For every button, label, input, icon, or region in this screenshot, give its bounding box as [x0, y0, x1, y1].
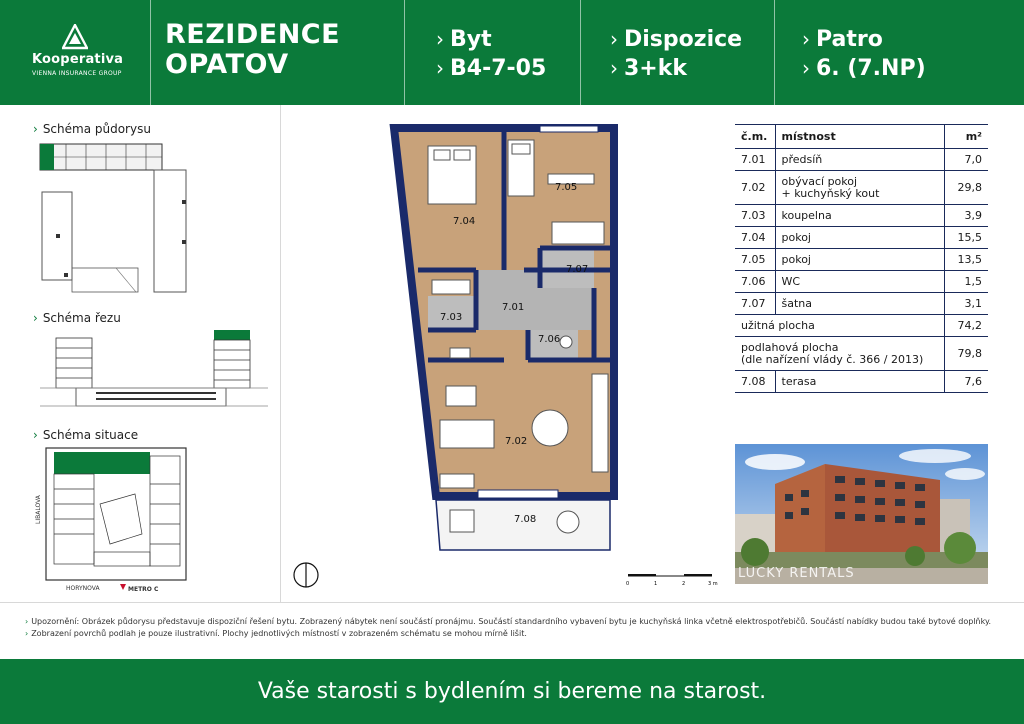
- floorplan-schema-label: [33, 122, 151, 136]
- apartment-floor-plan: [290, 120, 730, 600]
- room-name: pokoj: [775, 249, 944, 271]
- chevron-right-icon: ›: [33, 311, 38, 325]
- chevron-right-icon: ›: [610, 27, 618, 51]
- room-name-line1: obývací pokoj: [781, 174, 858, 188]
- metro-label: METRO C: [128, 586, 159, 593]
- metro-icon: [120, 584, 126, 590]
- project-title-line1: REZIDENCE: [165, 19, 341, 50]
- table-header-number: č.m.: [735, 125, 775, 149]
- layout-info: [610, 25, 742, 130]
- room-name: [775, 171, 944, 205]
- room-number: 7.02: [735, 171, 775, 205]
- section-schema-text: Schéma řezu: [42, 311, 121, 325]
- footer-slogan: Vaše starosti s bydlením si bereme na starost.: [257, 679, 767, 704]
- usable-area-row: [735, 315, 988, 337]
- situation-schema: [30, 444, 190, 596]
- floor-area-label: [735, 337, 944, 371]
- table-row: [735, 293, 988, 315]
- table-row: [735, 371, 988, 393]
- chevron-right-icon: ›: [436, 27, 444, 51]
- chevron-right-icon: ›: [25, 617, 29, 626]
- project-title: [165, 20, 340, 125]
- column-divider: [280, 105, 281, 602]
- scale-bar: [626, 574, 718, 587]
- chevron-right-icon: ›: [25, 629, 29, 638]
- room-area: 7,0: [944, 149, 988, 171]
- room-number: 7.01: [735, 149, 775, 171]
- street-horynova: HORYNOVA: [66, 585, 100, 592]
- header-divider: [580, 0, 581, 105]
- section-schema-label: [33, 311, 121, 325]
- chevron-right-icon: ›: [802, 27, 810, 51]
- chevron-right-icon: ›: [33, 428, 38, 442]
- room-area: 15,5: [944, 227, 988, 249]
- table-header-room: místnost: [775, 125, 944, 149]
- header-divider: [404, 0, 405, 105]
- section-schema: [36, 328, 272, 414]
- room-name: pokoj: [775, 227, 944, 249]
- floor-area-label-line1: podlahová plocha: [741, 340, 839, 354]
- room-number: 7.05: [735, 249, 775, 271]
- room-area-table: [735, 124, 988, 393]
- room-label-7-06: 7.06: [538, 334, 561, 345]
- disclaimer-notes: [25, 616, 1005, 640]
- kooperativa-logo: [0, 0, 150, 105]
- chevron-right-icon: ›: [436, 56, 444, 80]
- unit-value: B4-7-05: [450, 56, 547, 81]
- room-name: terasa: [775, 371, 944, 393]
- header-divider: [150, 0, 151, 105]
- floor-value: 6. (7.NP): [816, 56, 926, 81]
- room-number: 7.04: [735, 227, 775, 249]
- chevron-right-icon: ›: [802, 56, 810, 80]
- room-area: 3,9: [944, 205, 988, 227]
- floorplan-schema: [36, 140, 196, 300]
- table-row: [735, 227, 988, 249]
- floorplan-schema-text: Schéma půdorysu: [42, 122, 151, 136]
- unit-info: [436, 25, 546, 130]
- room-label-7-04: 7.04: [453, 216, 476, 227]
- footer-bar: [0, 659, 1024, 724]
- section-divider: [0, 602, 1024, 603]
- room-label-7-08: 7.08: [514, 514, 537, 525]
- floor-label: Patro: [816, 27, 883, 52]
- table-row: [735, 171, 988, 205]
- situation-schema-label: [33, 428, 138, 442]
- header-divider: [774, 0, 775, 105]
- floor-area-value: 79,8: [944, 337, 988, 371]
- balcony-door: [478, 490, 558, 498]
- watermark-text: LUCKY RENTALS: [738, 566, 855, 581]
- room-area: 13,5: [944, 249, 988, 271]
- table-row: [735, 149, 988, 171]
- disclaimer-line: [25, 616, 1005, 628]
- room-name: koupelna: [775, 205, 944, 227]
- room-number: 7.07: [735, 293, 775, 315]
- scale-label-0: 0: [626, 581, 630, 587]
- usable-area-value: 74,2: [944, 315, 988, 337]
- floor-area-row: [735, 337, 988, 371]
- project-title-line2: OPATOV: [165, 49, 289, 80]
- room-name-line2: + kuchyňský kout: [781, 186, 880, 200]
- room-number: 7.06: [735, 271, 775, 293]
- header-bar: [0, 0, 1024, 105]
- logo-name: Kooperativa: [32, 52, 124, 67]
- room-area: 1,5: [944, 271, 988, 293]
- room-label-7-02: 7.02: [505, 436, 528, 447]
- table-header-area: m²: [944, 125, 988, 149]
- room-area: 7,6: [944, 371, 988, 393]
- room-label-7-01: 7.01: [502, 302, 525, 313]
- room-label-7-03: 7.03: [440, 312, 463, 323]
- room-area: 3,1: [944, 293, 988, 315]
- situation-schema-text: Schéma situace: [42, 428, 139, 442]
- unit-label: Byt: [450, 27, 492, 52]
- kooperativa-logo-icon: [62, 24, 88, 50]
- chevron-right-icon: ›: [33, 122, 38, 136]
- room-number: 7.03: [735, 205, 775, 227]
- table-header-row: [735, 125, 988, 149]
- scale-label-2: 2: [682, 581, 686, 587]
- room-name: WC: [775, 271, 944, 293]
- room-number: 7.08: [735, 371, 775, 393]
- building-render-image: [735, 444, 988, 584]
- floor-info: [802, 25, 926, 130]
- layout-value: 3+kk: [624, 56, 688, 81]
- logo-subtitle: VIENNA INSURANCE GROUP: [32, 70, 122, 77]
- floor-area-label-line2: (dle nařízení vlády č. 366 / 2013): [741, 352, 924, 366]
- layout-label: Dispozice: [624, 27, 743, 52]
- room-area: 29,8: [944, 171, 988, 205]
- table-row: [735, 271, 988, 293]
- table-row: [735, 249, 988, 271]
- north-arrow-icon: [294, 563, 318, 587]
- usable-area-label: užitná plocha: [735, 315, 944, 337]
- chevron-right-icon: ›: [610, 56, 618, 80]
- disclaimer-line: [25, 628, 1005, 640]
- room-name: předsíň: [775, 149, 944, 171]
- room-label-7-05: 7.05: [555, 182, 578, 193]
- scale-label-1: 1: [654, 581, 658, 587]
- table-row: [735, 205, 988, 227]
- building-render-photo: [735, 444, 988, 584]
- street-libalova: LIBALOVA: [35, 495, 42, 524]
- room-name: šatna: [775, 293, 944, 315]
- disclaimer-text: Upozornění: Obrázek půdorysu představuje dispoziční řešení bytu. Zobrazený nábytek není součástí pronájmu. Součástí standardního vybavení bytu je kuchyňská linka včetně elektrospotřebičů. Součástí nabídky budou také bytové doplňky.: [31, 617, 992, 626]
- room-label-7-07: 7.07: [566, 264, 589, 275]
- scale-label-3: 3 m: [708, 581, 718, 587]
- window: [540, 126, 598, 132]
- disclaimer-text: Zobrazení povrchů podlah je pouze ilustrativní. Plochy jednotlivých místností v zobrazeném schématu se mohou mírně lišit.: [31, 629, 527, 638]
